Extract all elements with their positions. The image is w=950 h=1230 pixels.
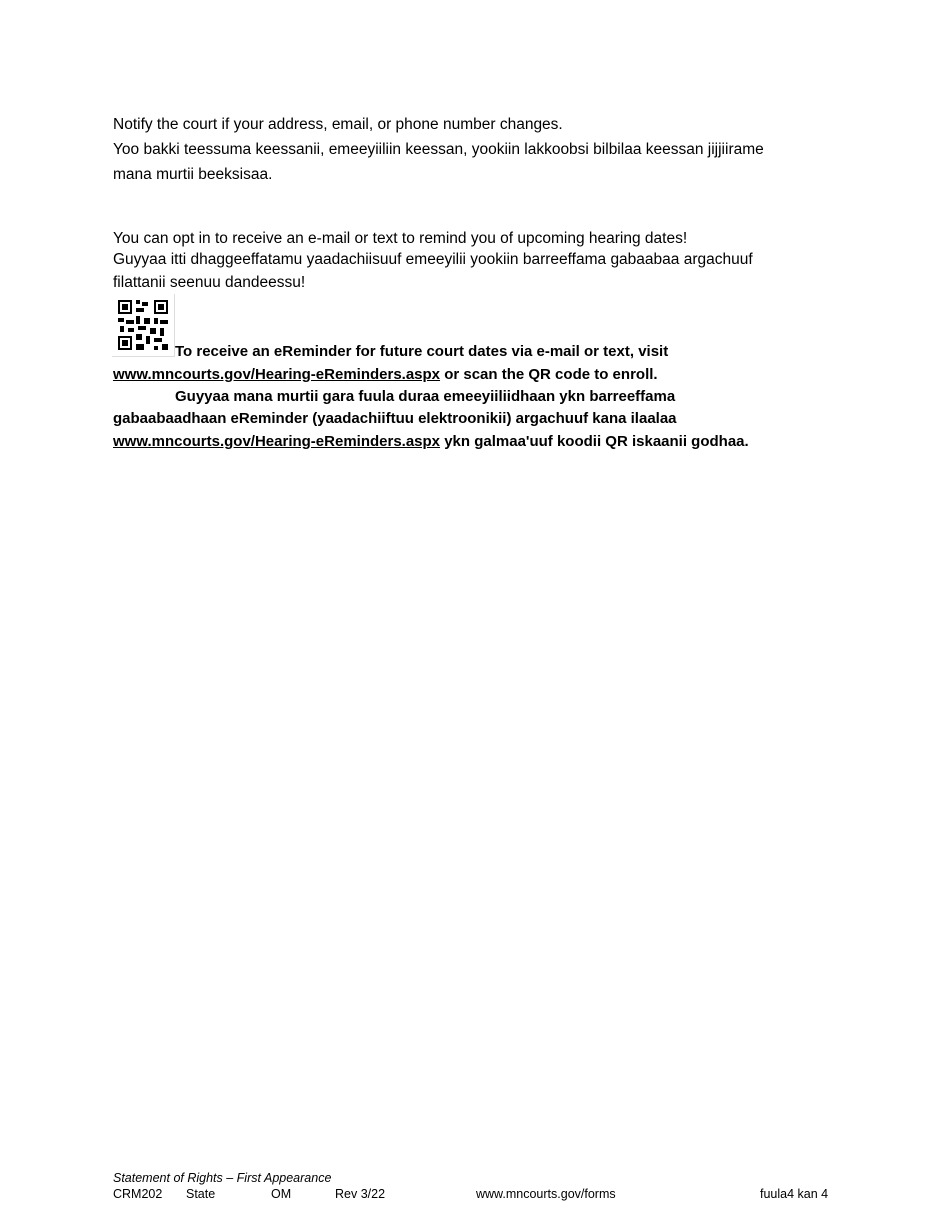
notice-om-1: Yoo bakki teessuma keessanii, emeeyiiliin keessan, yookiin lakkoobsi bilbilaa keessan jijjiirame [113,141,764,158]
ereminder-om-2: gabaabaadhaan eReminder (yaadachiiftuu elektroonikii) argachuuf kana ilaalaa [113,410,677,427]
footer-page: fuula4 kan 4 [760,1187,829,1201]
footer-form: CRM202 [113,1187,163,1201]
notice-en: Notify the court if your address, email, or phone number changes. [113,116,563,133]
ereminders-link[interactable]: www.mncourts.gov/Hearing-eReminders.aspx [113,366,441,383]
optin-om-2: filattanii seenuu dandeessu! [113,274,306,291]
ereminder-en-2-text: or scan the QR code to enroll. [440,366,658,383]
ereminder-om-1: Guyyaa mana murtii gara fuula duraa emeeyiiliidhaan ykn barreeffama [175,388,676,405]
notice-om-2: mana murtii beeksisaa. [113,166,273,183]
footer-url[interactable]: www.mncourts.gov/forms [476,1187,616,1201]
footer-lang: OM [271,1187,292,1201]
footer-rev: Rev 3/22 [335,1187,386,1201]
optin-en: You can opt in to receive an e-mail or text to remind you of upcoming hearing dates! [113,230,688,247]
ereminder-en-1: To receive an eReminder for future court dates via e-mail or text, visit [175,343,669,360]
ereminder-om-3 [113,432,749,452]
optin-om-1: Guyyaa itti dhaggeeffatamu yaadachiisuuf emeeyilii yookiin barreeffama gabaabaa argachuuf [113,251,753,268]
qr-code-icon[interactable] [112,294,175,357]
ereminder-en-2 [113,365,658,385]
ereminder-om-3-text: ykn galmaa'uuf koodii QR iskaanii godhaa. [440,433,749,450]
footer-state: State [186,1187,216,1201]
footer-title: Statement of Rights – First Appearance [113,1171,332,1185]
ereminders-link-om[interactable]: www.mncourts.gov/Hearing-eReminders.aspx [113,433,441,450]
